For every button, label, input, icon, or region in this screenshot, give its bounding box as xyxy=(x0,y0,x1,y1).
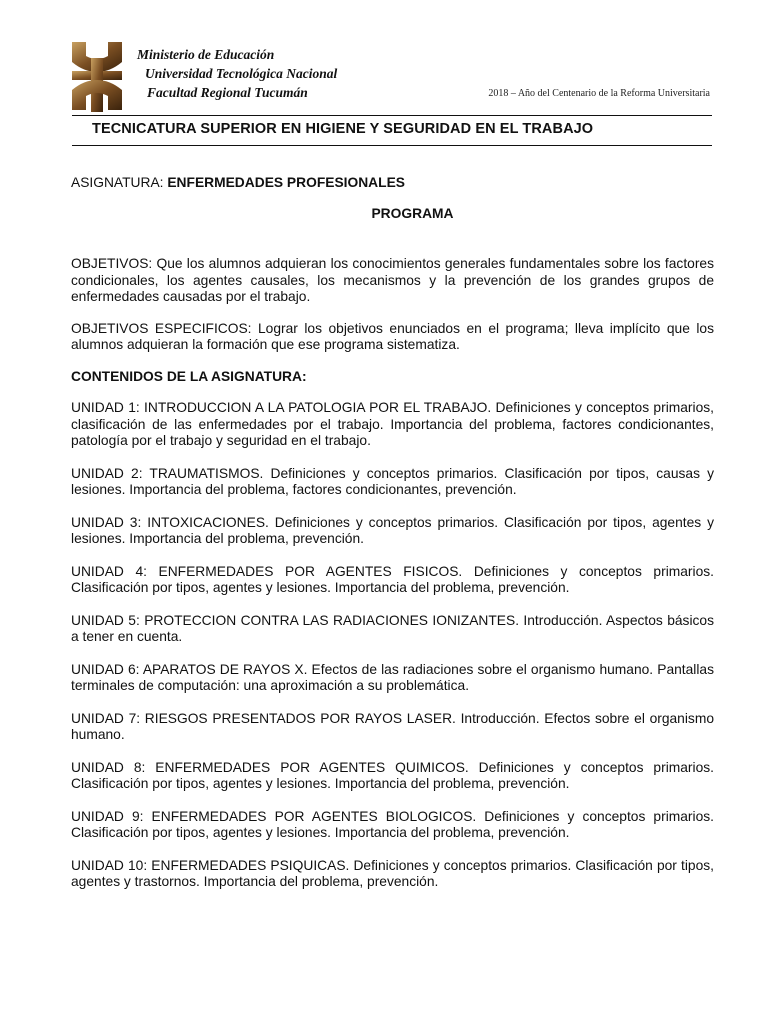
institution-block xyxy=(137,45,337,102)
unit-paragraph: UNIDAD 7: RIESGOS PRESENTADOS POR RAYOS LASER. Introducción. Efectos sobre el organismo humano. xyxy=(71,710,714,742)
specific-objectives-paragraph: OBJETIVOS ESPECIFICOS: Lograr los objetivos enunciados en el programa; lleva implícito que los alumnos adquieran la formación que ese programa sistematiza. xyxy=(71,320,714,352)
unit-paragraph: UNIDAD 8: ENFERMEDADES POR AGENTES QUIMICOS. Definiciones y conceptos primarios. Clasificación por tipos, agentes y lesiones. Importancia del problema, prevención. xyxy=(71,759,714,791)
document-body xyxy=(71,175,714,907)
unit-paragraph: UNIDAD 9: ENFERMEDADES POR AGENTES BIOLOGICOS. Definiciones y conceptos primarios. Clasificación por tipos, agentes y lesiones. Importancia del problema, prevención. xyxy=(71,808,714,840)
faculty-name: Facultad Regional Tucumán xyxy=(147,85,308,100)
objectives-paragraph: OBJETIVOS: Que los alumnos adquieran los conocimientos generales fundamentales sobre los factores condicionales, los agentes causales, los mecanismos y la prevención de los grandes grupos de enfermedades causadas por el trabajo. xyxy=(71,256,714,304)
university-name: Universidad Tecnológica Nacional xyxy=(145,66,338,81)
ministry-name: Ministerio de Educación xyxy=(137,47,275,62)
career-title: TECNICATURA SUPERIOR EN HIGIENE Y SEGURIDAD EN EL TRABAJO xyxy=(92,121,594,137)
unit-paragraph: UNIDAD 1: INTRODUCCION A LA PATOLOGIA POR EL TRABAJO. Definiciones y conceptos primarios, clasificación de las enfermedades por el trabajo. Importancia del problema, factores condicionantes, patología por el trabajo y seguridad en el trabajo. xyxy=(71,400,714,448)
subject-line xyxy=(71,175,714,192)
header-rule-top xyxy=(72,115,712,116)
unit-paragraph: UNIDAD 3: INTOXICACIONES. Definiciones y conceptos primarios. Clasificación por tipos, agentes y lesiones. Importancia del problema, prevención. xyxy=(71,514,714,546)
unit-paragraph: UNIDAD 6: APARATOS DE RAYOS X. Efectos de las radiaciones sobre el organismo humano. Pantallas terminales de computación: una aproximación a su problemática. xyxy=(71,661,714,693)
year-motto: 2018 – Año del Centenario de la Reforma Universitaria xyxy=(488,88,710,99)
subject-name: ENFERMEDADES PROFESIONALES xyxy=(167,175,405,190)
unit-paragraph: UNIDAD 2: TRAUMATISMOS. Definiciones y conceptos primarios. Clasificación por tipos, causas y lesiones. Importancia del problema, factores condicionantes, prevención. xyxy=(71,465,714,497)
subject-label: ASIGNATURA: xyxy=(71,175,168,190)
unit-paragraph: UNIDAD 4: ENFERMEDADES POR AGENTES FISICOS. Definiciones y conceptos primarios. Clasificación por tipos, agentes y lesiones. Importancia del problema, prevención. xyxy=(71,563,714,595)
unit-paragraph: UNIDAD 5: PROTECCION CONTRA LAS RADIACIONES IONIZANTES. Introducción. Aspectos básicos a tener en cuenta. xyxy=(71,612,714,644)
contents-title: CONTENIDOS DE LA ASIGNATURA: xyxy=(71,368,307,384)
program-title: PROGRAMA xyxy=(371,205,454,221)
utn-logo-icon xyxy=(66,38,128,114)
header-rule-bottom xyxy=(72,145,712,146)
unit-paragraph: UNIDAD 10: ENFERMEDADES PSIQUICAS. Definiciones y conceptos primarios. Clasificación por tipos, agentes y trastornos. Importancia del problema, prevención. xyxy=(71,857,714,889)
